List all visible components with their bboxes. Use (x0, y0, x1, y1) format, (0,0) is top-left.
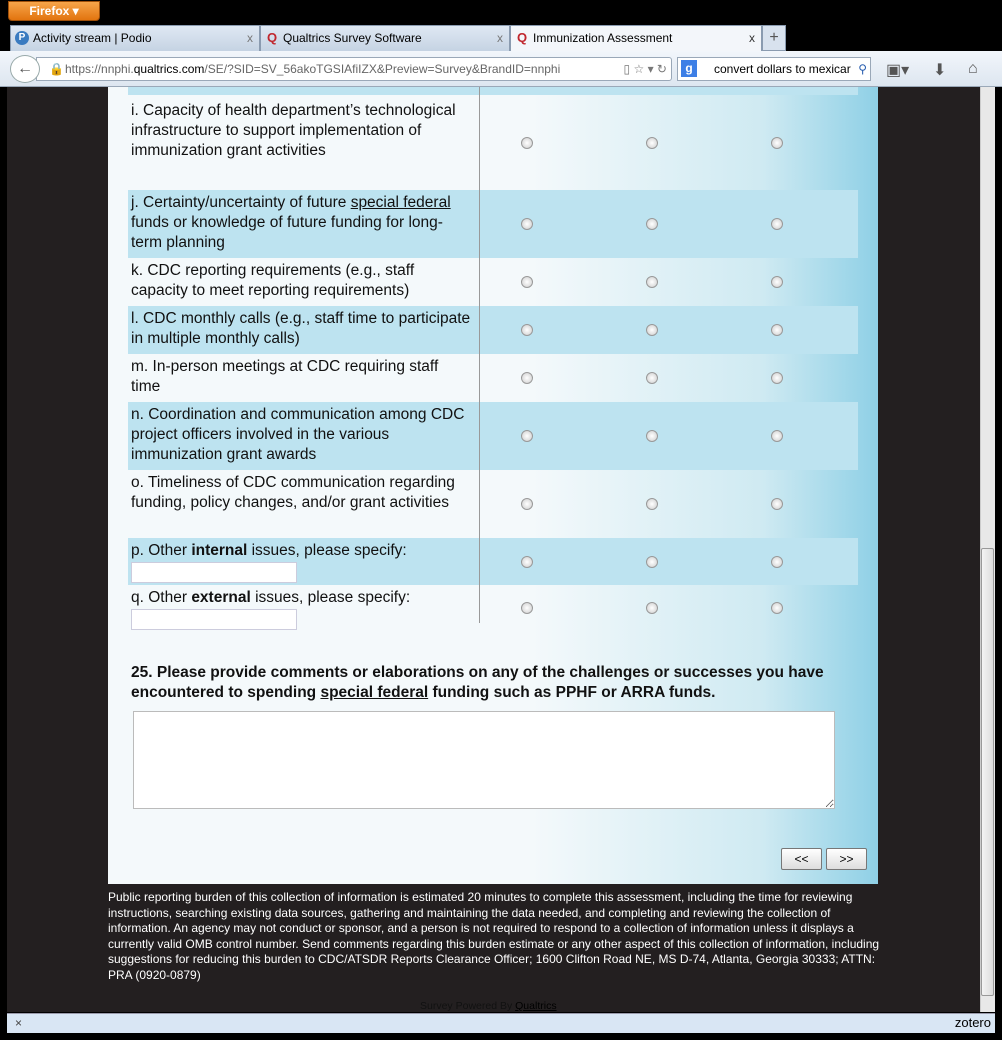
radio-option-2[interactable] (646, 276, 658, 288)
radio-option-3[interactable] (771, 324, 783, 336)
table-row (128, 306, 858, 354)
radio-option-1[interactable] (521, 556, 533, 568)
row-label (131, 309, 471, 349)
qualtrics-link[interactable]: Qualtrics (515, 1000, 557, 1012)
tab-immunization[interactable] (510, 25, 762, 51)
radio-option-2[interactable] (646, 218, 658, 230)
status-bar (7, 1013, 995, 1033)
url-prefix: https://nnphi. (65, 62, 134, 76)
row-text-end: issues, please specify: (250, 589, 411, 606)
burden-statement: Public reporting burden of this collection of information is estimated 20 minutes to complete this assessment, including the time for reviewing instructions, searching existing data sources, gathering and maintaining the data needed, and completing and reviewing the collection of information. An agency may not conduct or sponsor, and a person is not required to respond to a collection of information unless it displays a currently valid OMB control number. Send comments regarding this burden estimate or any other aspect of this collection of information, including suggestions for reducing this burden to CDC/ATSDR Reports Clearance Officer; 1600 Clifton Road NE, MS D-74, Atlanta, Georgia 30333; ATTN: PRA (0920-0879) (108, 890, 880, 982)
tab-qualtrics[interactable] (260, 25, 510, 51)
radio-option-3[interactable] (771, 498, 783, 510)
radio-option-2[interactable] (646, 324, 658, 336)
radio-option-2[interactable] (646, 602, 658, 614)
q25-underlined: special federal (320, 684, 429, 701)
qualtrics-icon: Q (516, 30, 528, 45)
row-label (131, 101, 471, 161)
row-label (131, 473, 471, 513)
close-tab-icon[interactable]: x (247, 31, 253, 45)
row-label (131, 541, 471, 583)
radio-option-1[interactable] (521, 498, 533, 510)
row-text: o. Timeliness of CDC communication regarding funding, policy changes, and/or grant activities (131, 474, 455, 511)
row-bold: internal (191, 542, 248, 559)
qualtrics-icon: Q (266, 30, 278, 45)
radio-option-3[interactable] (771, 556, 783, 568)
row-label (131, 261, 471, 301)
radio-option-3[interactable] (771, 430, 783, 442)
row-label (131, 588, 471, 630)
table-row (128, 95, 858, 190)
search-icon[interactable]: ⚲ (858, 62, 867, 76)
search-input[interactable] (677, 57, 871, 81)
page-content (7, 87, 980, 1012)
row-text: q. Other (131, 589, 192, 606)
google-icon[interactable]: g (681, 60, 697, 77)
download-icon[interactable]: ⬇ (933, 62, 947, 79)
radio-option-2[interactable] (646, 556, 658, 568)
table-row (128, 258, 858, 306)
radio-option-3[interactable] (771, 602, 783, 614)
bookmarks-icon[interactable]: ▣▾ (886, 62, 910, 79)
back-button[interactable]: ← (10, 55, 40, 83)
search-value: convert dollars to mexicar (714, 62, 851, 76)
lock-icon: 🔒 (49, 62, 64, 76)
new-tab-button[interactable]: + (762, 25, 786, 51)
close-tab-icon[interactable]: x (749, 31, 755, 45)
row-text: i. Capacity of health department’s technological infrastructure to support implementation of immunization grant activities (131, 102, 456, 159)
row-label (131, 357, 471, 397)
radio-option-3[interactable] (771, 218, 783, 230)
row-underlined: special federal (350, 194, 451, 211)
url-domain: qualtrics.com (133, 62, 205, 76)
radio-option-2[interactable] (646, 430, 658, 442)
table-row (128, 585, 858, 630)
radio-option-3[interactable] (771, 276, 783, 288)
tab-label: Activity stream | Podio (33, 31, 152, 45)
specify-input[interactable] (131, 609, 297, 630)
table-row (128, 402, 858, 470)
table-row (128, 190, 858, 258)
powered-text: Survey Powered By (420, 1000, 516, 1012)
row-text: l. CDC monthly calls (e.g., staff time to participate in multiple monthly calls) (131, 310, 471, 347)
row-text: k. CDC reporting requirements (e.g., staff capacity to meet reporting requirements) (131, 262, 415, 299)
close-addon-bar-icon[interactable]: × (15, 1016, 23, 1030)
question-25-text (131, 663, 851, 703)
column-divider (479, 87, 480, 623)
q25-text-end: funding such as PPHF or ARRA funds. (428, 684, 716, 701)
row-label (131, 193, 471, 253)
table-row (128, 87, 858, 95)
tab-podio[interactable] (10, 25, 260, 51)
row-label (131, 405, 471, 465)
q25-text: 25. Please provide comments or elaborations on any of the challenges or successes you have encountered to spending (131, 664, 824, 701)
radio-option-2[interactable] (646, 137, 658, 149)
radio-option-2[interactable] (646, 372, 658, 384)
survey-panel (108, 87, 878, 884)
specify-input[interactable] (131, 562, 297, 583)
zotero-button[interactable]: zotero (954, 1015, 991, 1030)
table-row (128, 538, 858, 585)
scrollbar-thumb[interactable] (981, 548, 994, 996)
radio-option-1[interactable] (521, 137, 533, 149)
url-rest: /SE/?SID=SV_56akoTGSIAfiIZX&Preview=Survey&BrandID=nnphi (204, 62, 561, 76)
table-row (128, 470, 858, 538)
radio-option-3[interactable] (771, 372, 783, 384)
radio-option-1[interactable] (521, 276, 533, 288)
radio-option-1[interactable] (521, 602, 533, 614)
row-text: n. Coordination and communication among CDC project officers involved in the various immunization grant awards (131, 406, 465, 463)
row-text: m. In-person meetings at CDC requiring staff time (131, 358, 439, 395)
tab-label: Immunization Assessment (533, 31, 673, 45)
table-row (128, 354, 858, 402)
podio-icon: P (15, 31, 29, 45)
radio-option-1[interactable] (521, 324, 533, 336)
home-icon[interactable]: ⌂ (968, 60, 978, 77)
radio-option-1[interactable] (521, 372, 533, 384)
row-text-end: funds or knowledge of future funding for long-term planning (131, 214, 443, 251)
row-text-end: issues, please specify: (247, 542, 407, 559)
close-tab-icon[interactable]: x (497, 31, 503, 45)
radio-option-1[interactable] (521, 218, 533, 230)
firefox-menu-button[interactable]: Firefox ▾ (8, 1, 100, 21)
row-bold: external (191, 589, 251, 606)
radio-option-3[interactable] (771, 137, 783, 149)
radio-option-1[interactable] (521, 430, 533, 442)
firefox-label: Firefox (29, 4, 70, 18)
powered-by (420, 1000, 557, 1012)
radio-option-2[interactable] (646, 498, 658, 510)
row-text: j. Certainty/uncertainty of future (131, 194, 351, 211)
reload-icon[interactable]: ▯ ☆ ▾ ↻ (623, 62, 667, 76)
row-text: p. Other (131, 542, 192, 559)
url-bar[interactable] (36, 57, 672, 81)
comments-textarea[interactable] (133, 711, 835, 809)
next-page-button[interactable]: >> (826, 848, 867, 870)
tab-label: Qualtrics Survey Software (283, 31, 422, 45)
back-page-button[interactable]: << (781, 848, 822, 870)
